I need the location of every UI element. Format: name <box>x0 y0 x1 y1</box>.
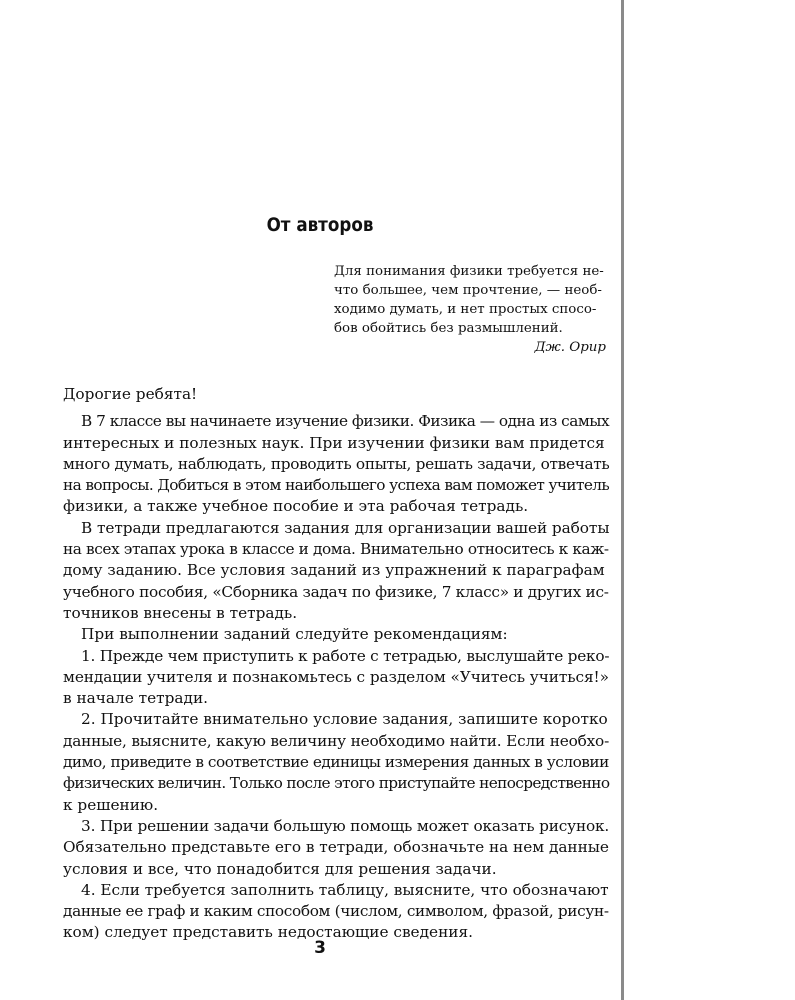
paragraph-line: физических величин. Только после этого приступайте непосредственно <box>63 774 610 793</box>
paragraph-line: дому заданию. Все условия заданий из упражнений к параграфам <box>63 561 605 580</box>
paragraph <box>63 709 609 815</box>
greeting: Дорогие ребята! <box>63 385 198 403</box>
epigraph-line: бов обойтись без размышлений. <box>334 321 563 336</box>
epigraph-line: Для понимания физики требуется не- <box>334 264 604 279</box>
paragraph-line: в начале тетради. <box>63 689 209 708</box>
paragraph <box>63 816 609 880</box>
paragraph <box>63 518 609 624</box>
paragraph-line: физики, а также учебное пособие и эта рабочая тетрадь. <box>63 497 529 516</box>
paragraph-line: на вопросы. Добиться в этом наибольшего успеха вам поможет учитель <box>63 476 610 495</box>
paragraph-line: В 7 классе вы начинаете изучение физики. Физика — одна из самых <box>81 412 610 431</box>
paragraph-line: данные, выясните, какую величину необходимо найти. Если необхо- <box>63 731 610 750</box>
paragraph-line: условия и все, что понадобится для решения задачи. <box>63 859 497 878</box>
paragraph <box>63 880 609 944</box>
epigraph-author: Дж. Орир <box>534 340 606 355</box>
page-edge-divider <box>621 0 624 1000</box>
paragraph-line: ком) следует представить недостающие сведения. <box>63 923 473 942</box>
paragraph-line: Обязательно представьте его в тетради, обозначьте на нем данные <box>63 838 609 857</box>
paragraph-line: 2. Прочитайте внимательно условие задания, запишите коротко <box>81 710 608 729</box>
paragraph-line: мендации учителя и познакомьтесь с разделом «Учитесь учиться!» <box>63 667 609 686</box>
paragraph-line: 3. При решении задачи большую помощь может оказать рисунок. <box>81 816 610 835</box>
paragraph-line: При выполнении заданий следуйте рекомендациям: <box>81 625 508 644</box>
paragraph-line: к решению. <box>63 795 159 814</box>
paragraph-line: 1. Прежде чем приступить к работе с тетрадью, выслушайте реко- <box>81 646 610 665</box>
paragraph <box>63 624 609 645</box>
page-title: От авторов <box>266 214 374 236</box>
paragraph-line: В тетради предлагаются задания для организации вашей работы <box>81 518 610 537</box>
paragraph-line: учебного пособия, «Сборника задач по физике, 7 класс» и других ис- <box>63 582 609 601</box>
paragraph-line: точников внесены в тетрадь. <box>63 603 298 622</box>
paragraph-line: данные ее граф и каким способом (числом, символом, фразой, рисун- <box>63 902 609 921</box>
epigraph <box>334 262 606 357</box>
paragraph-line: много думать, наблюдать, проводить опыты, решать задачи, отвечать <box>63 454 610 473</box>
paragraph <box>63 411 609 517</box>
body-text <box>63 384 609 944</box>
paragraph-line: димо, приведите в соответствие единицы измерения данных в условии <box>63 753 609 772</box>
paragraph-line: на всех этапах урока в классе и дома. Внимательно относитесь к каж- <box>63 540 609 559</box>
paragraphs <box>63 411 609 943</box>
paragraph <box>63 646 609 710</box>
paragraph-line: 4. Если требуется заполнить таблицу, выясните, что обозначают <box>81 880 609 899</box>
paragraph-line: интересных и полезных наук. При изучении физики вам придется <box>63 433 605 452</box>
epigraph-line: ходимо думать, и нет простых спосо- <box>334 302 597 317</box>
epigraph-line: что большее, чем прочтение, — необ- <box>334 283 602 298</box>
page-number: 3 <box>314 938 326 958</box>
